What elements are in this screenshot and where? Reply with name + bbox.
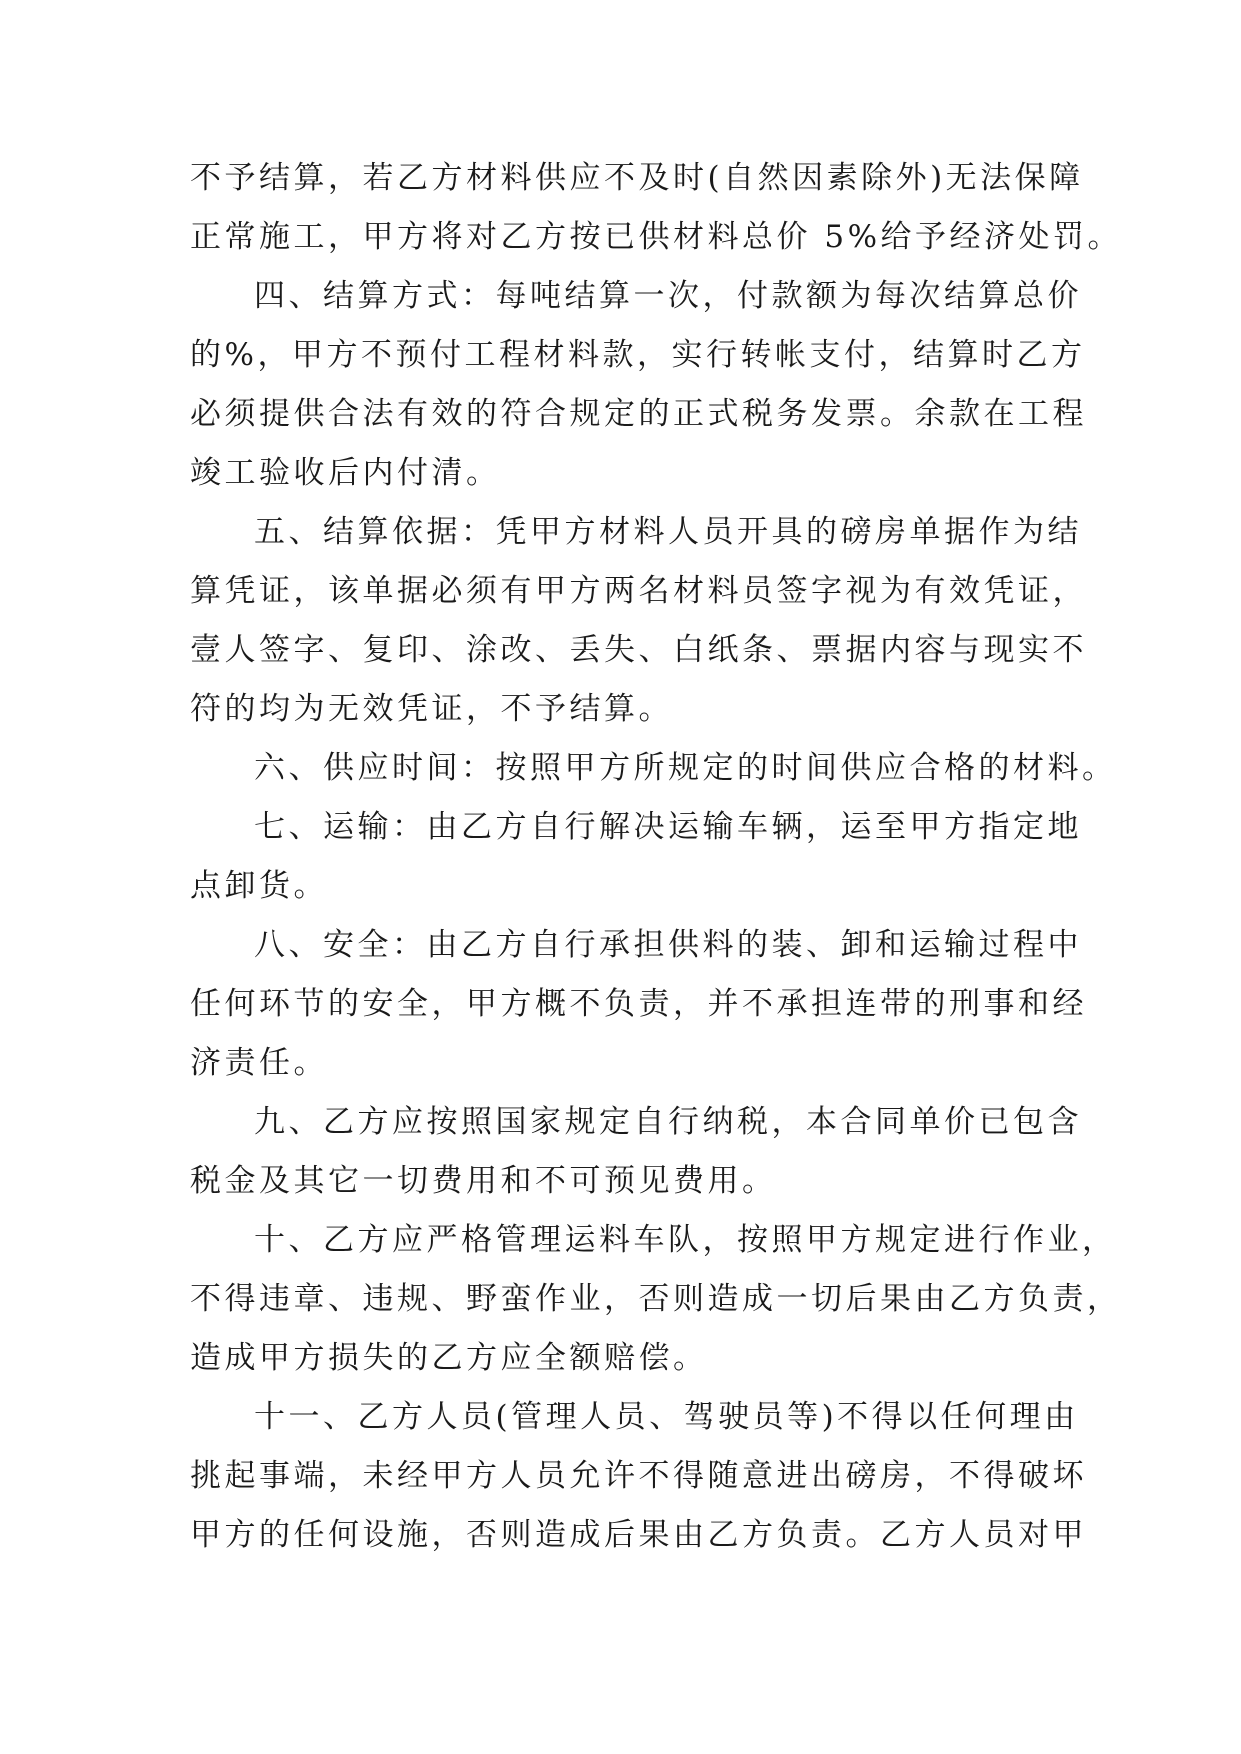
- text-line: 任何环节的安全，甲方概不负责，并不承担连带的刑事和经: [190, 986, 1087, 1022]
- text-line: 竣工验收后内付清。: [190, 455, 501, 491]
- text-line: 正常施工，甲方将对乙方按已供材料总价 5%给予经济处罚。: [190, 219, 1123, 255]
- clause-eight-heading-line: 八、安全：由乙方自行承担供料的装、卸和运输过程中: [254, 927, 1082, 963]
- clause-four-heading-line: 四、结算方式：每吨结算一次，付款额为每次结算总价: [254, 278, 1082, 314]
- text-line: 不予结算，若乙方材料供应不及时(自然因素除外)无法保障: [190, 160, 1084, 196]
- text-line: 不得违章、违规、野蛮作业，否则造成一切后果由乙方负责，: [190, 1281, 1122, 1317]
- clause-eleven-heading-line: 十一、乙方人员(管理人员、驾驶员等)不得以任何理由: [254, 1399, 1079, 1435]
- text-line: 点卸货。: [190, 868, 328, 904]
- text-line: 税金及其它一切费用和不可预见费用。: [190, 1163, 777, 1199]
- text-line: 壹人签字、复印、涂改、丢失、白纸条、票据内容与现实不: [190, 632, 1087, 668]
- text-line: 符的均为无效凭证，不予结算。: [190, 691, 673, 727]
- text-line: 算凭证，该单据必须有甲方两名材料员签字视为有效凭证，: [190, 573, 1087, 609]
- clause-seven-heading-line: 七、运输：由乙方自行解决运输车辆，运至甲方指定地: [254, 809, 1082, 845]
- text-line: 造成甲方损失的乙方应全额赔偿。: [190, 1340, 708, 1376]
- text-line: 的%，甲方不预付工程材料款，实行转帐支付，结算时乙方: [190, 337, 1086, 373]
- text-line: 挑起事端，未经甲方人员允许不得随意进出磅房，不得破坏: [190, 1458, 1087, 1494]
- clause-ten-heading-line: 十、乙方应严格管理运料车队，按照甲方规定进行作业，: [254, 1222, 1117, 1258]
- clause-nine-heading-line: 九、乙方应按照国家规定自行纳税，本合同单价已包含: [254, 1104, 1082, 1140]
- contract-text: [190, 158, 1123, 1556]
- clause-six-line: 六、供应时间：按照甲方所规定的时间供应合格的材料。: [254, 750, 1117, 786]
- clause-five-heading-line: 五、结算依据：凭甲方材料人员开具的磅房单据作为结: [254, 514, 1082, 550]
- text-line: 甲方的任何设施，否则造成后果由乙方负责。乙方人员对甲: [190, 1517, 1087, 1553]
- text-line: 济责任。: [190, 1045, 328, 1081]
- text-line: 必须提供合法有效的符合规定的正式税务发票。余款在工程: [190, 396, 1087, 432]
